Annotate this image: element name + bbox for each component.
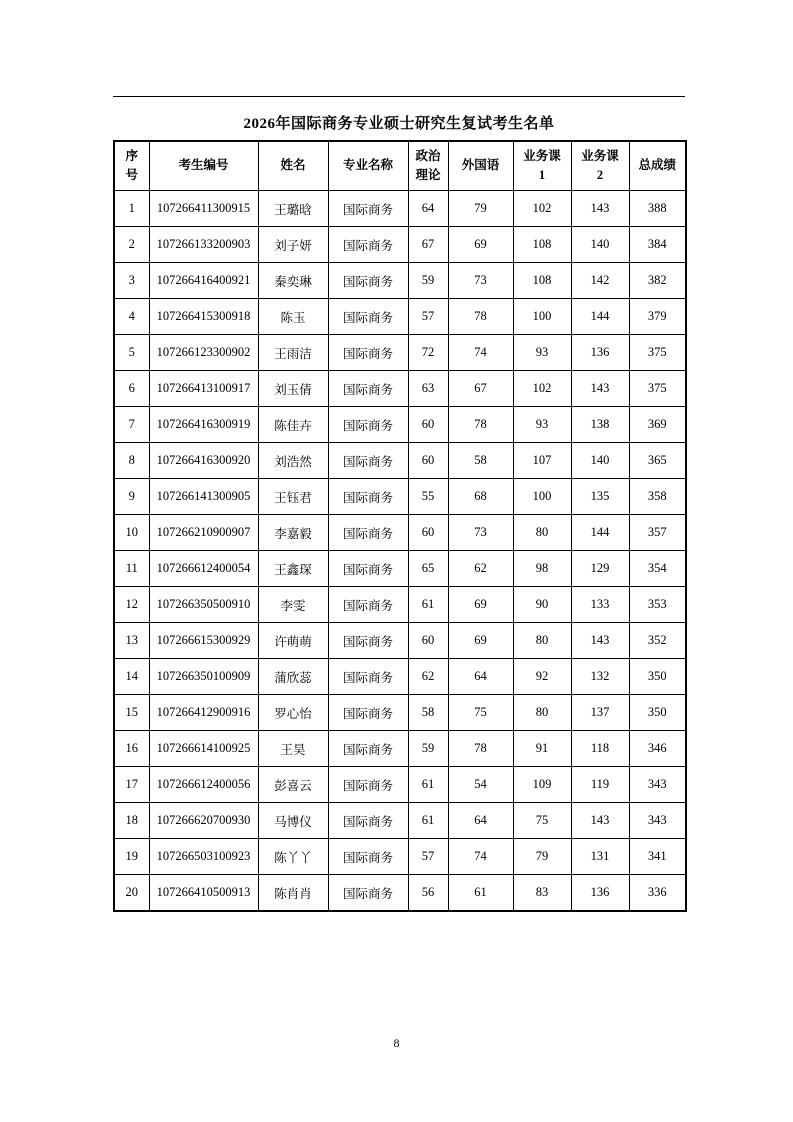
cell-course-1: 80: [513, 623, 571, 659]
cell-major: 国际商务: [328, 443, 408, 479]
cell-total-score: 379: [629, 299, 686, 335]
cell-total-score: 357: [629, 515, 686, 551]
cell-major: 国际商务: [328, 731, 408, 767]
cell-course-2: 140: [571, 227, 629, 263]
cell-total-score: 358: [629, 479, 686, 515]
cell-candidate-id: 107266141300905: [149, 479, 258, 515]
cell-foreign-language: 73: [448, 515, 513, 551]
cell-course-1: 109: [513, 767, 571, 803]
cell-course-1: 100: [513, 299, 571, 335]
cell-name: 彭喜云: [258, 767, 328, 803]
cell-candidate-id: 107266503100923: [149, 839, 258, 875]
table-row: [114, 335, 686, 371]
cell-serial-number: 14: [114, 659, 149, 695]
cell-foreign-language: 64: [448, 803, 513, 839]
cell-serial-number: 11: [114, 551, 149, 587]
cell-name: 马博仪: [258, 803, 328, 839]
cell-course-1: 79: [513, 839, 571, 875]
cell-major: 国际商务: [328, 479, 408, 515]
cell-major: 国际商务: [328, 875, 408, 912]
cell-political-theory: 63: [408, 371, 448, 407]
cell-candidate-id: 107266133200903: [149, 227, 258, 263]
cell-foreign-language: 74: [448, 839, 513, 875]
cell-candidate-id: 107266416300919: [149, 407, 258, 443]
table-row: [114, 407, 686, 443]
table-row: [114, 263, 686, 299]
candidate-roster-table: [113, 140, 687, 912]
cell-total-score: 336: [629, 875, 686, 912]
cell-total-score: 350: [629, 695, 686, 731]
header-total-score: 总成绩: [629, 141, 686, 191]
cell-political-theory: 60: [408, 443, 448, 479]
cell-name: 许萌萌: [258, 623, 328, 659]
cell-serial-number: 16: [114, 731, 149, 767]
cell-candidate-id: 107266416300920: [149, 443, 258, 479]
cell-total-score: 352: [629, 623, 686, 659]
table-row: [114, 767, 686, 803]
cell-name: 王雨洁: [258, 335, 328, 371]
cell-foreign-language: 64: [448, 659, 513, 695]
page-header-rule: [113, 96, 685, 97]
table-row: [114, 731, 686, 767]
table-row: [114, 587, 686, 623]
cell-name: 王鑫琛: [258, 551, 328, 587]
cell-total-score: 369: [629, 407, 686, 443]
cell-course-2: 144: [571, 299, 629, 335]
table-row: [114, 551, 686, 587]
table-row: [114, 515, 686, 551]
table-row: [114, 299, 686, 335]
cell-major: 国际商务: [328, 335, 408, 371]
cell-foreign-language: 54: [448, 767, 513, 803]
cell-total-score: 350: [629, 659, 686, 695]
cell-course-1: 102: [513, 191, 571, 227]
cell-name: 李嘉毅: [258, 515, 328, 551]
cell-foreign-language: 79: [448, 191, 513, 227]
table-row: [114, 839, 686, 875]
cell-foreign-language: 78: [448, 731, 513, 767]
cell-course-1: 102: [513, 371, 571, 407]
cell-serial-number: 19: [114, 839, 149, 875]
cell-candidate-id: 107266412900916: [149, 695, 258, 731]
cell-foreign-language: 75: [448, 695, 513, 731]
cell-course-2: 142: [571, 263, 629, 299]
cell-name: 陈佳卉: [258, 407, 328, 443]
cell-course-1: 108: [513, 227, 571, 263]
cell-course-1: 83: [513, 875, 571, 912]
cell-name: 刘浩然: [258, 443, 328, 479]
cell-candidate-id: 107266410500913: [149, 875, 258, 912]
cell-serial-number: 7: [114, 407, 149, 443]
cell-political-theory: 60: [408, 623, 448, 659]
cell-total-score: 341: [629, 839, 686, 875]
cell-name: 李雯: [258, 587, 328, 623]
cell-course-1: 108: [513, 263, 571, 299]
cell-major: 国际商务: [328, 767, 408, 803]
cell-foreign-language: 68: [448, 479, 513, 515]
cell-major: 国际商务: [328, 551, 408, 587]
cell-course-1: 80: [513, 515, 571, 551]
cell-course-2: 131: [571, 839, 629, 875]
cell-serial-number: 13: [114, 623, 149, 659]
cell-course-2: 143: [571, 371, 629, 407]
cell-candidate-id: 107266614100925: [149, 731, 258, 767]
cell-major: 国际商务: [328, 587, 408, 623]
cell-serial-number: 15: [114, 695, 149, 731]
cell-political-theory: 59: [408, 263, 448, 299]
cell-major: 国际商务: [328, 407, 408, 443]
cell-total-score: 388: [629, 191, 686, 227]
document-title: 2026年国际商务专业硕士研究生复试考生名单: [243, 116, 555, 132]
cell-foreign-language: 74: [448, 335, 513, 371]
cell-candidate-id: 107266620700930: [149, 803, 258, 839]
table-row: [114, 443, 686, 479]
cell-serial-number: 6: [114, 371, 149, 407]
cell-major: 国际商务: [328, 623, 408, 659]
cell-course-1: 92: [513, 659, 571, 695]
cell-serial-number: 5: [114, 335, 149, 371]
cell-foreign-language: 61: [448, 875, 513, 912]
cell-course-2: 129: [571, 551, 629, 587]
cell-name: 罗心怡: [258, 695, 328, 731]
cell-major: 国际商务: [328, 839, 408, 875]
cell-foreign-language: 62: [448, 551, 513, 587]
header-course-1: 业务课 1: [513, 141, 571, 191]
cell-candidate-id: 107266416400921: [149, 263, 258, 299]
table-row: [114, 479, 686, 515]
cell-course-2: 143: [571, 191, 629, 227]
cell-major: 国际商务: [328, 263, 408, 299]
cell-political-theory: 61: [408, 587, 448, 623]
cell-name: 王璐晗: [258, 191, 328, 227]
cell-course-2: 133: [571, 587, 629, 623]
cell-political-theory: 59: [408, 731, 448, 767]
cell-major: 国际商务: [328, 659, 408, 695]
cell-course-2: 136: [571, 875, 629, 912]
cell-course-2: 135: [571, 479, 629, 515]
cell-foreign-language: 58: [448, 443, 513, 479]
header-candidate-id: 考生编号: [149, 141, 258, 191]
table-row: [114, 191, 686, 227]
cell-course-2: 136: [571, 335, 629, 371]
cell-name: 王钰君: [258, 479, 328, 515]
cell-course-2: 138: [571, 407, 629, 443]
cell-political-theory: 65: [408, 551, 448, 587]
cell-major: 国际商务: [328, 515, 408, 551]
cell-name: 刘子妍: [258, 227, 328, 263]
cell-serial-number: 17: [114, 767, 149, 803]
cell-candidate-id: 107266615300929: [149, 623, 258, 659]
cell-course-2: 143: [571, 623, 629, 659]
table-header-row: [114, 141, 686, 191]
cell-candidate-id: 107266350100909: [149, 659, 258, 695]
cell-political-theory: 60: [408, 515, 448, 551]
header-major: 专业名称: [328, 141, 408, 191]
cell-political-theory: 55: [408, 479, 448, 515]
cell-political-theory: 72: [408, 335, 448, 371]
cell-political-theory: 62: [408, 659, 448, 695]
cell-serial-number: 3: [114, 263, 149, 299]
cell-course-1: 90: [513, 587, 571, 623]
cell-total-score: 346: [629, 731, 686, 767]
page-number: 8: [393, 1036, 400, 1050]
cell-course-2: 143: [571, 803, 629, 839]
cell-candidate-id: 107266411300915: [149, 191, 258, 227]
cell-political-theory: 61: [408, 803, 448, 839]
cell-total-score: 343: [629, 803, 686, 839]
cell-course-2: 137: [571, 695, 629, 731]
cell-course-2: 144: [571, 515, 629, 551]
table-row: [114, 875, 686, 912]
cell-total-score: 354: [629, 551, 686, 587]
cell-course-1: 91: [513, 731, 571, 767]
header-serial-number: 序 号: [114, 141, 149, 191]
table-row: [114, 803, 686, 839]
cell-name: 陈玉: [258, 299, 328, 335]
cell-candidate-id: 107266210900907: [149, 515, 258, 551]
header-name: 姓名: [258, 141, 328, 191]
cell-name: 王昊: [258, 731, 328, 767]
cell-total-score: 353: [629, 587, 686, 623]
cell-course-1: 98: [513, 551, 571, 587]
cell-candidate-id: 107266123300902: [149, 335, 258, 371]
cell-foreign-language: 78: [448, 407, 513, 443]
cell-total-score: 343: [629, 767, 686, 803]
cell-major: 国际商务: [328, 299, 408, 335]
cell-major: 国际商务: [328, 371, 408, 407]
cell-major: 国际商务: [328, 695, 408, 731]
cell-candidate-id: 107266612400056: [149, 767, 258, 803]
cell-course-2: 118: [571, 731, 629, 767]
cell-name: 陈肖肖: [258, 875, 328, 912]
cell-serial-number: 2: [114, 227, 149, 263]
table-row: [114, 695, 686, 731]
table-row: [114, 623, 686, 659]
cell-total-score: 375: [629, 335, 686, 371]
cell-course-1: 93: [513, 407, 571, 443]
header-foreign-language: 外国语: [448, 141, 513, 191]
header-course-2: 业务课 2: [571, 141, 629, 191]
cell-course-2: 132: [571, 659, 629, 695]
cell-serial-number: 1: [114, 191, 149, 227]
cell-foreign-language: 69: [448, 227, 513, 263]
cell-major: 国际商务: [328, 227, 408, 263]
table-row: [114, 227, 686, 263]
cell-total-score: 384: [629, 227, 686, 263]
cell-serial-number: 12: [114, 587, 149, 623]
cell-serial-number: 8: [114, 443, 149, 479]
cell-serial-number: 20: [114, 875, 149, 912]
cell-foreign-language: 67: [448, 371, 513, 407]
cell-name: 蒲欣蕊: [258, 659, 328, 695]
header-political-theory: 政治 理论: [408, 141, 448, 191]
cell-name: 秦奕琳: [258, 263, 328, 299]
cell-political-theory: 57: [408, 839, 448, 875]
cell-political-theory: 56: [408, 875, 448, 912]
cell-major: 国际商务: [328, 803, 408, 839]
cell-foreign-language: 69: [448, 587, 513, 623]
cell-name: 陈丫丫: [258, 839, 328, 875]
cell-candidate-id: 107266413100917: [149, 371, 258, 407]
cell-serial-number: 9: [114, 479, 149, 515]
cell-serial-number: 10: [114, 515, 149, 551]
cell-total-score: 365: [629, 443, 686, 479]
cell-serial-number: 4: [114, 299, 149, 335]
cell-course-1: 107: [513, 443, 571, 479]
cell-major: 国际商务: [328, 191, 408, 227]
cell-course-1: 93: [513, 335, 571, 371]
cell-course-1: 75: [513, 803, 571, 839]
cell-foreign-language: 69: [448, 623, 513, 659]
cell-foreign-language: 73: [448, 263, 513, 299]
cell-total-score: 375: [629, 371, 686, 407]
cell-political-theory: 60: [408, 407, 448, 443]
table-row: [114, 371, 686, 407]
cell-name: 刘玉倩: [258, 371, 328, 407]
cell-political-theory: 64: [408, 191, 448, 227]
cell-course-2: 119: [571, 767, 629, 803]
cell-political-theory: 61: [408, 767, 448, 803]
cell-course-1: 100: [513, 479, 571, 515]
cell-serial-number: 18: [114, 803, 149, 839]
cell-candidate-id: 107266415300918: [149, 299, 258, 335]
cell-course-2: 140: [571, 443, 629, 479]
cell-political-theory: 57: [408, 299, 448, 335]
cell-candidate-id: 107266612400054: [149, 551, 258, 587]
cell-political-theory: 67: [408, 227, 448, 263]
table-body: [114, 191, 686, 912]
cell-foreign-language: 78: [448, 299, 513, 335]
cell-candidate-id: 107266350500910: [149, 587, 258, 623]
cell-course-1: 80: [513, 695, 571, 731]
cell-total-score: 382: [629, 263, 686, 299]
cell-political-theory: 58: [408, 695, 448, 731]
table-row: [114, 659, 686, 695]
